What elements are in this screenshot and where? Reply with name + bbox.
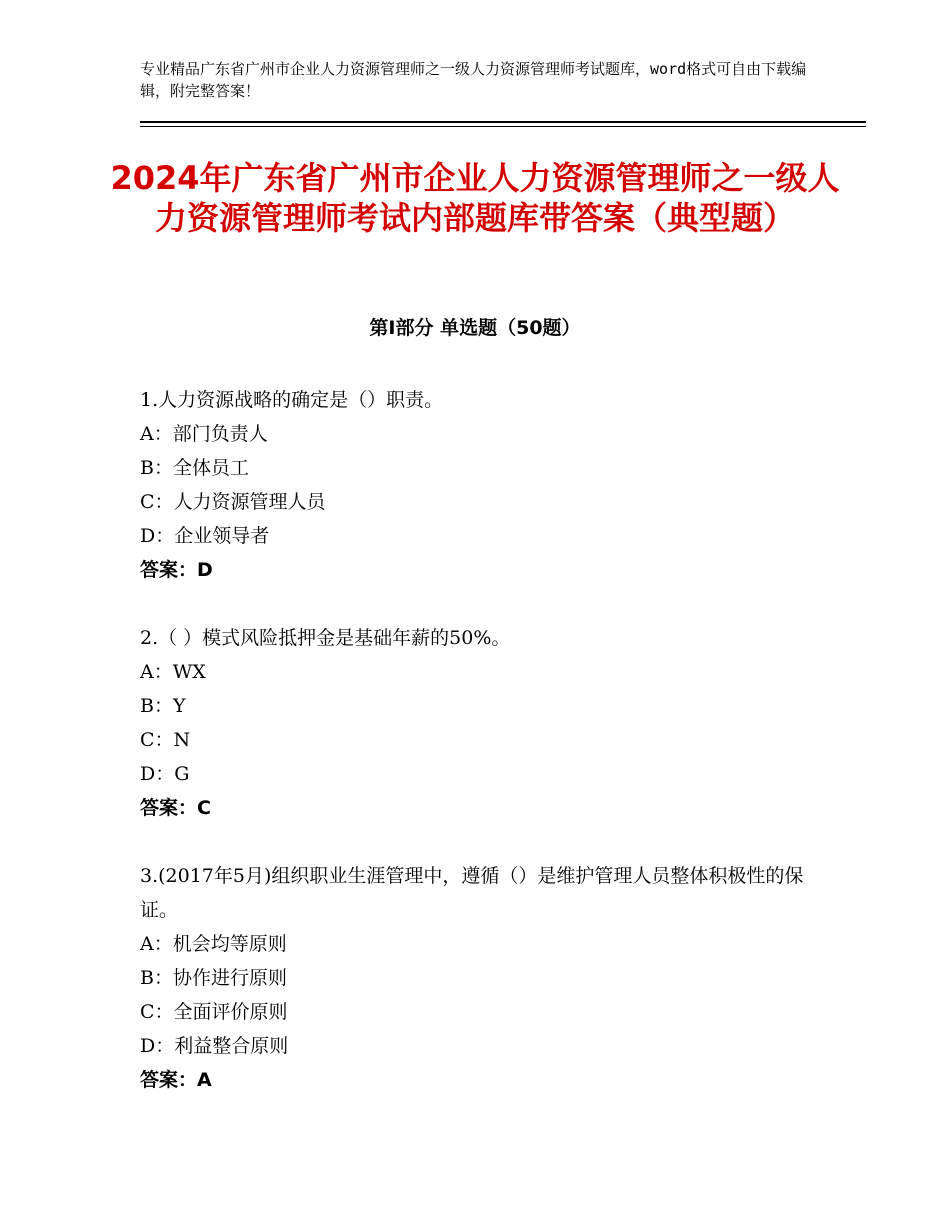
option-d: D：利益整合原则 (140, 1035, 289, 1057)
answer-line: 答案：D (140, 559, 213, 581)
question-list (140, 383, 820, 1131)
answer-line: 答案：A (140, 1069, 212, 1091)
question-1 (140, 383, 820, 587)
answer-line: 答案：C (140, 797, 211, 819)
option-d: D：G (140, 763, 190, 785)
option-a: A：部门负责人 (140, 423, 268, 445)
option-c: C：全面评价原则 (140, 1001, 288, 1023)
question-2 (140, 621, 820, 825)
question-text: 3.(2017年5月)组织职业生涯管理中，遵循（）是维护管理人员整体积极性的保证。 (140, 865, 804, 921)
document-title: 2024年广东省广州市企业人力资源管理师之一级人力资源管理师考试内部题库带答案（典型题） (110, 159, 840, 237)
option-b: B：全体员工 (140, 457, 249, 479)
question-3 (140, 859, 820, 1097)
header-note: 专业精品广东省广州市企业人力资源管理师之一级人力资源管理师考试题库，word格式可自由下载编辑，附完整答案！ (140, 60, 807, 100)
option-b: B：Y (140, 695, 186, 717)
option-c: C：N (140, 729, 191, 751)
option-c: C：人力资源管理人员 (140, 491, 326, 513)
option-b: B：协作进行原则 (140, 967, 287, 989)
question-text: 1.人力资源战略的确定是（）职责。 (140, 389, 444, 411)
question-text: 2.（ ）模式风险抵押金是基础年薪的50%。 (140, 627, 511, 649)
option-a: A：机会均等原则 (140, 933, 287, 955)
option-a: A：WX (140, 661, 206, 683)
section-heading: 第Ⅰ部分 单选题（50题） (369, 317, 581, 339)
header-divider (140, 121, 866, 127)
option-d: D：企业领导者 (140, 525, 270, 547)
